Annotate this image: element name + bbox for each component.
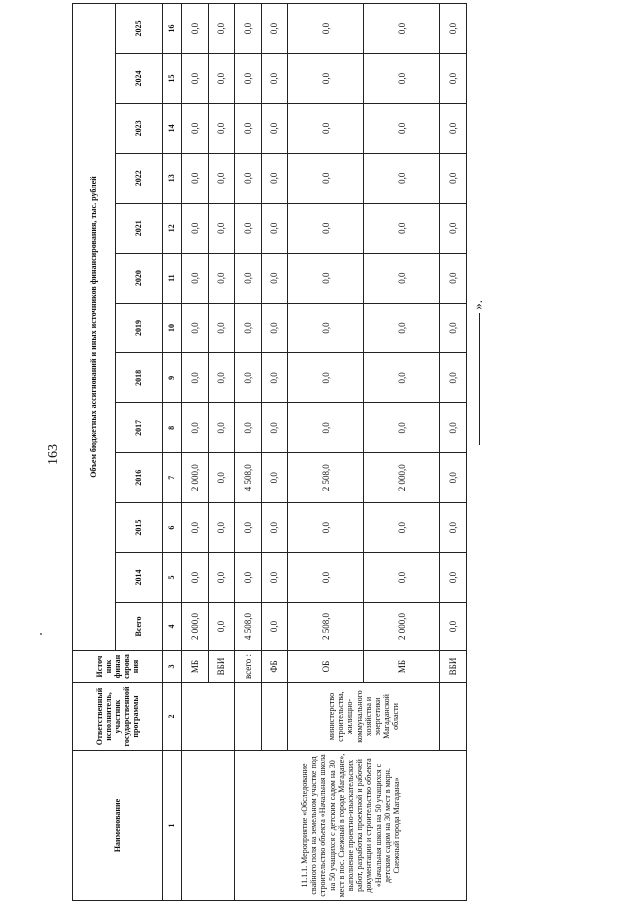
header-year: 2024 — [116, 54, 163, 104]
value-cell: 0,0 — [208, 503, 235, 553]
value-cell: 0,0 — [440, 153, 467, 203]
value-cell: 0,0 — [288, 103, 364, 153]
value-cell: 0,0 — [235, 203, 262, 253]
executor-cell-empty — [261, 683, 288, 751]
column-number: 14 — [163, 103, 182, 153]
column-number: 9 — [163, 353, 182, 403]
header-name: Наименование — [73, 751, 163, 901]
header-total: Всего — [116, 603, 163, 651]
source-cell: всего : — [235, 651, 262, 683]
column-number: 16 — [163, 4, 182, 54]
value-cell: 0,0 — [235, 553, 262, 603]
column-number: 13 — [163, 153, 182, 203]
column-number: 8 — [163, 403, 182, 453]
value-cell: 0,0 — [208, 253, 235, 303]
value-cell: 0,0 — [208, 303, 235, 353]
value-cell: 0,0 — [364, 4, 440, 54]
value-cell: 0,0 — [364, 303, 440, 353]
header-year: 2018 — [116, 353, 163, 403]
value-cell: 0,0 — [440, 303, 467, 353]
value-cell: 0,0 — [364, 153, 440, 203]
total-cell: 0,0 — [208, 603, 235, 651]
value-cell: 0,0 — [261, 553, 288, 603]
value-cell: 0,0 — [208, 203, 235, 253]
value-cell: 0,0 — [208, 353, 235, 403]
header-year: 2022 — [116, 153, 163, 203]
closing-quote: ». — [470, 300, 485, 310]
value-cell: 0,0 — [182, 503, 209, 553]
value-cell: 0,0 — [440, 54, 467, 104]
header-volume: Объем бюджетных ассигнований и иных источников финансирования, тыс. рублей — [73, 4, 116, 651]
value-cell: 0,0 — [440, 503, 467, 553]
executor-cell-empty — [440, 683, 467, 751]
value-cell: 0,0 — [261, 453, 288, 503]
value-cell: 0,0 — [235, 303, 262, 353]
value-cell: 0,0 — [261, 153, 288, 203]
column-number: 4 — [163, 603, 182, 651]
value-cell: 0,0 — [261, 353, 288, 403]
header-source: Источ ник финан сирова ния — [73, 651, 163, 683]
value-cell: 0,0 — [261, 303, 288, 353]
value-cell: 0,0 — [261, 54, 288, 104]
column-numbers-row — [163, 4, 182, 901]
column-number: 7 — [163, 453, 182, 503]
value-cell: 0,0 — [235, 4, 262, 54]
value-cell: 0,0 — [440, 403, 467, 453]
budget-table-body — [73, 4, 467, 901]
value-cell: 0,0 — [208, 4, 235, 54]
value-cell: 4 508,0 — [235, 453, 262, 503]
source-cell: ВБИ — [440, 651, 467, 683]
total-cell: 4 508,0 — [235, 603, 262, 651]
value-cell: 0,0 — [364, 253, 440, 303]
total-cell: 0,0 — [261, 603, 288, 651]
value-cell: 0,0 — [364, 553, 440, 603]
value-cell: 0,0 — [235, 153, 262, 203]
value-cell: 0,0 — [261, 4, 288, 54]
source-cell: МБ — [364, 651, 440, 683]
value-cell: 0,0 — [440, 103, 467, 153]
source-cell: ВБИ — [208, 651, 235, 683]
total-cell: 2 508,0 — [288, 603, 364, 651]
executor-cell-empty — [235, 683, 262, 751]
value-cell: 0,0 — [182, 353, 209, 403]
column-number: 5 — [163, 553, 182, 603]
value-cell: 0,0 — [364, 353, 440, 403]
value-cell: 0,0 — [288, 253, 364, 303]
source-cell: ОБ — [288, 651, 364, 683]
value-cell: 0,0 — [182, 553, 209, 603]
value-cell: 0,0 — [288, 153, 364, 203]
value-cell: 0,0 — [288, 303, 364, 353]
value-cell: 0,0 — [182, 303, 209, 353]
table-row — [182, 4, 209, 901]
value-cell: 0,0 — [182, 4, 209, 54]
value-cell: 0,0 — [364, 503, 440, 553]
source-cell: ФБ — [261, 651, 288, 683]
value-cell: 0,0 — [261, 503, 288, 553]
value-cell: 0,0 — [288, 553, 364, 603]
value-cell: 0,0 — [364, 203, 440, 253]
value-cell: 0,0 — [235, 353, 262, 403]
total-cell: 2 000,0 — [182, 603, 209, 651]
executor-cell-continued — [182, 683, 235, 751]
value-cell: 0,0 — [440, 453, 467, 503]
header-row-1 — [73, 4, 116, 901]
value-cell: 0,0 — [182, 253, 209, 303]
value-cell: 0,0 — [235, 503, 262, 553]
value-cell: 0,0 — [440, 353, 467, 403]
value-cell: 0,0 — [288, 503, 364, 553]
value-cell: 0,0 — [208, 54, 235, 104]
header-year: 2023 — [116, 103, 163, 153]
closing-mark — [470, 295, 486, 445]
value-cell: 0,0 — [261, 103, 288, 153]
column-number: 3 — [163, 651, 182, 683]
value-cell: 0,0 — [208, 103, 235, 153]
value-cell: 0,0 — [235, 54, 262, 104]
value-cell: 0,0 — [261, 203, 288, 253]
header-year: 2025 — [116, 4, 163, 54]
column-number: 2 — [163, 683, 182, 751]
value-cell: 0,0 — [208, 403, 235, 453]
value-cell: 0,0 — [364, 54, 440, 104]
value-cell: 0,0 — [440, 4, 467, 54]
header-year: 2020 — [116, 253, 163, 303]
measure-executor: министерство строительства, жилищно-коммунального хозяйства и энергетики Магаданской области — [288, 683, 440, 751]
scan-speck — [40, 633, 42, 635]
value-cell: 0,0 — [235, 103, 262, 153]
table-row — [235, 4, 262, 901]
header-year: 2019 — [116, 303, 163, 353]
value-cell: 0,0 — [208, 553, 235, 603]
budget-table — [72, 3, 467, 901]
value-cell: 0,0 — [208, 153, 235, 203]
measure-name: 11.1.1. Мероприятие «Обследование свайного поля на земельном участке под строительство объекта «Начальная школа на 50 учащихся с детским садом на 30 мест в пос. Снежный в городе Магадане», выполнение проектно-изыскательских работ, разработка проектной и рабочей документации и строительство объекта «Начальная школа на 50 учащихся с детским садом на 30 мест в мкрн. Снежный города Магадана» — [235, 751, 467, 901]
header-year: 2014 — [116, 553, 163, 603]
value-cell: 0,0 — [182, 103, 209, 153]
value-cell: 0,0 — [235, 403, 262, 453]
value-cell: 0,0 — [182, 403, 209, 453]
closing-line — [479, 313, 480, 445]
column-number: 10 — [163, 303, 182, 353]
header-year: 2017 — [116, 403, 163, 453]
page-number: 163 — [46, 444, 61, 465]
value-cell: 0,0 — [235, 253, 262, 303]
value-cell: 2 508,0 — [288, 453, 364, 503]
value-cell: 0,0 — [364, 103, 440, 153]
value-cell: 0,0 — [182, 203, 209, 253]
total-cell: 2 000,0 — [364, 603, 440, 651]
value-cell: 0,0 — [261, 253, 288, 303]
header-year: 2016 — [116, 453, 163, 503]
value-cell: 0,0 — [288, 54, 364, 104]
value-cell: 0,0 — [261, 403, 288, 453]
value-cell: 0,0 — [208, 453, 235, 503]
name-cell-continued — [182, 751, 235, 901]
column-number: 6 — [163, 503, 182, 553]
column-number: 1 — [163, 751, 182, 901]
header-executor: Ответственный исполнитель, участник государственной программы — [73, 683, 163, 751]
header-year: 2015 — [116, 503, 163, 553]
total-cell: 0,0 — [440, 603, 467, 651]
value-cell: 2 000,0 — [182, 453, 209, 503]
value-cell: 0,0 — [288, 203, 364, 253]
column-number: 12 — [163, 203, 182, 253]
header-year: 2021 — [116, 203, 163, 253]
column-number: 15 — [163, 54, 182, 104]
value-cell: 0,0 — [182, 54, 209, 104]
source-cell: МБ — [182, 651, 209, 683]
value-cell: 0,0 — [288, 353, 364, 403]
value-cell: 0,0 — [440, 203, 467, 253]
value-cell: 2 000,0 — [364, 453, 440, 503]
column-number: 11 — [163, 253, 182, 303]
value-cell: 0,0 — [364, 403, 440, 453]
value-cell: 0,0 — [288, 403, 364, 453]
value-cell: 0,0 — [440, 553, 467, 603]
value-cell: 0,0 — [288, 4, 364, 54]
value-cell: 0,0 — [182, 153, 209, 203]
value-cell: 0,0 — [440, 253, 467, 303]
